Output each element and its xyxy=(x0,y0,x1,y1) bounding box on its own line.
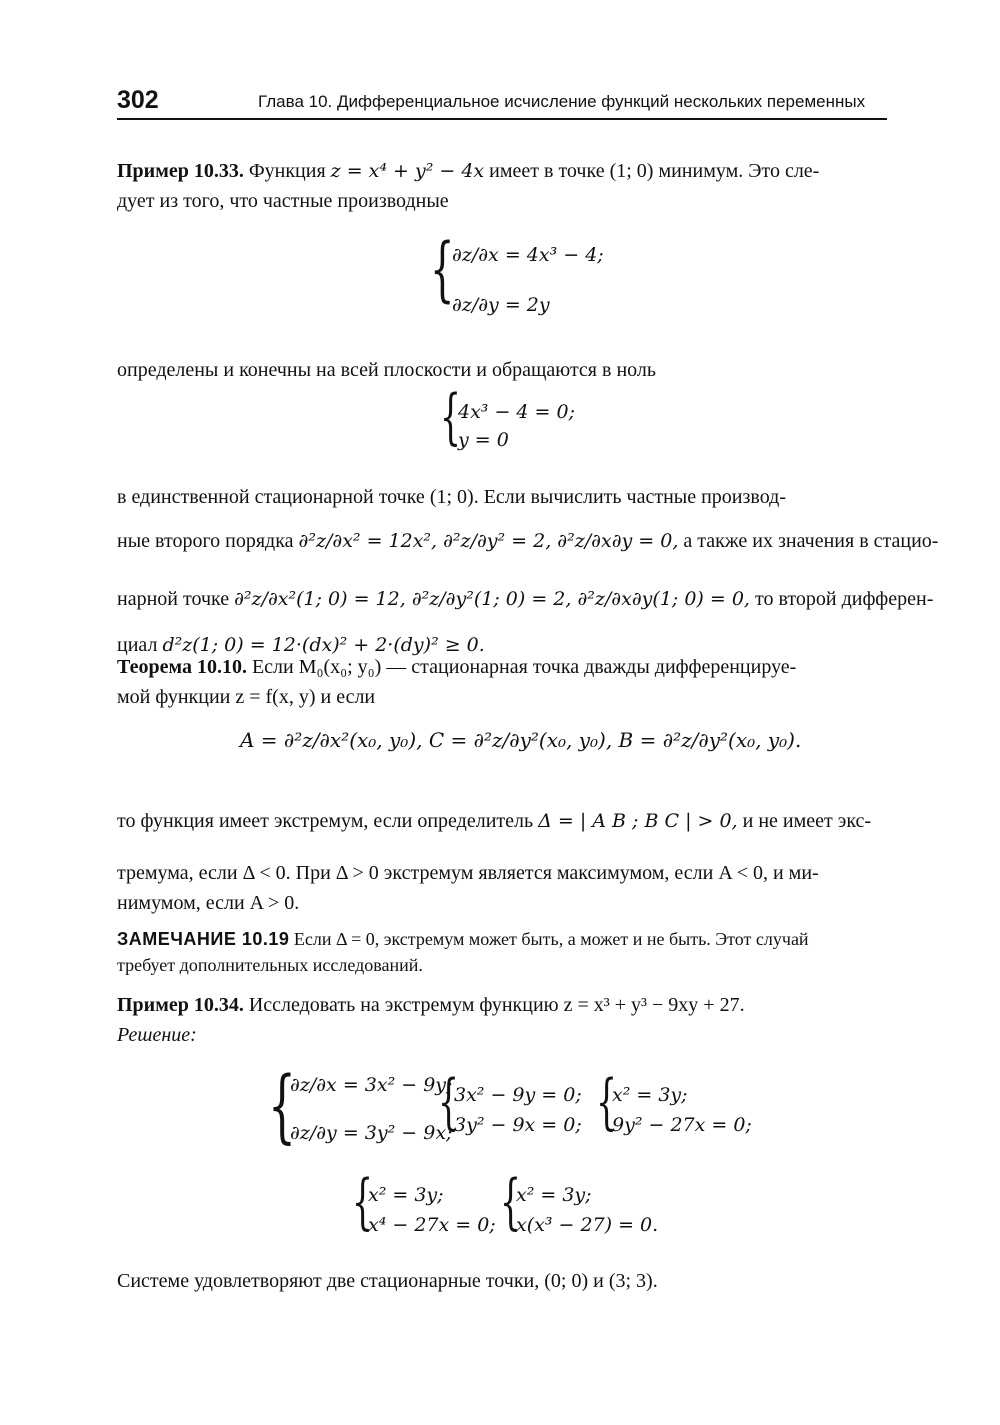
para-line-3-start: нарной точке xyxy=(117,588,230,610)
system-2-eq1: 4x³ − 4 = 0; xyxy=(458,401,575,423)
example-33-text: Функция xyxy=(248,160,326,182)
theorem-10-10 xyxy=(117,652,887,712)
example-33-paragraph xyxy=(117,482,939,660)
second-derivatives: ∂²z/∂x² = 12x², ∂²z/∂y² = 2, ∂²z/∂x∂y = 0, xyxy=(298,530,679,552)
running-title: Глава 10. Дифференциальное исчисление функций нескольких переменных xyxy=(258,92,866,111)
remark-10-19 xyxy=(117,926,887,978)
brace-left: { xyxy=(352,1167,374,1237)
para-line-1: в единственной стационарной точке (1; 0). Если вычислить частные производ- xyxy=(117,486,786,508)
solution-label: Решение: xyxy=(117,1024,197,1046)
para-line-3-end: то второй дифферен- xyxy=(754,588,934,610)
system-a-eq2: ∂z/∂y = 3y² − 9x; xyxy=(290,1122,453,1144)
theorem-line-3-start: то функция имеет экстремум, если определитель xyxy=(117,810,534,832)
theorem-conditions xyxy=(117,806,887,918)
theorem-line-3-end: и не имеет экс- xyxy=(742,810,872,832)
conclusion: Системе удовлетворяют две стационарные точки, (0; 0) и (3; 3). xyxy=(117,1270,658,1292)
system-a xyxy=(268,1059,453,1170)
derivative-values: ∂²z/∂x²(1; 0) = 12, ∂²z/∂y²(1; 0) = 2, ∂²z/∂x∂y(1; 0) = 0, xyxy=(234,588,750,610)
example-33-function: z = x⁴ + y² − 4x xyxy=(330,160,485,182)
system-d-eq1: x² = 3y; xyxy=(368,1184,444,1206)
system-c-eq2: 9y² − 27x = 0; xyxy=(612,1114,752,1136)
page-number: 302 xyxy=(117,86,159,114)
theorem-line-4: тремума, если Δ < 0. При Δ > 0 экстремум является максимумом, если A < 0, и ми- xyxy=(117,862,819,884)
brace-left: { xyxy=(596,1067,618,1137)
theorem-label: Теорема 10.10. xyxy=(117,656,247,678)
system-c xyxy=(596,1067,766,1150)
system-b xyxy=(438,1067,598,1150)
brace-left: { xyxy=(440,382,462,452)
brace-left: { xyxy=(438,1067,460,1137)
system-1-eq2: ∂z/∂y = 2y xyxy=(452,294,550,316)
system-2-eq2: y = 0 xyxy=(458,429,509,451)
example-33-intro xyxy=(117,156,887,216)
para-line-2-start: ные второго порядка xyxy=(117,530,294,552)
example-34-label: Пример 10.34. xyxy=(117,994,244,1016)
theorem-formula: A = ∂²z/∂x²(x₀, y₀), C = ∂²z/∂y²(x₀, y₀), B = ∂²z/∂y²(x₀, y₀). xyxy=(240,728,802,752)
header-rule xyxy=(117,118,887,120)
system-e-eq1: x² = 3y; xyxy=(516,1184,592,1206)
example-33-line2: дует из того, что частные производные xyxy=(117,190,449,212)
system-e-eq2: x(x³ − 27) = 0. xyxy=(516,1214,659,1236)
remark-label: ЗАМЕЧАНИЕ 10.19 xyxy=(117,929,290,949)
brace-left: { xyxy=(430,228,455,310)
system-d-eq2: x⁴ − 27x = 0; xyxy=(368,1214,496,1236)
para-line-2-end: а также их значения в стацио- xyxy=(683,530,939,552)
theorem-line-5: нимумом, если A > 0. xyxy=(117,892,300,914)
system-c-eq1: x² = 3y; xyxy=(612,1084,688,1106)
para-line-4-start: циал xyxy=(117,634,158,656)
system-b-eq2: 3y² − 9x = 0; xyxy=(454,1114,582,1136)
system-1-eq1: ∂z/∂x = 4x³ − 4; xyxy=(452,244,604,266)
determinant: Δ = | A B ; B C | > 0, xyxy=(538,810,738,832)
system-b-eq1: 3x² − 9y = 0; xyxy=(454,1084,582,1106)
system-e xyxy=(500,1167,670,1250)
system-a-eq1: ∂z/∂x = 3x² − 9y; xyxy=(290,1074,453,1096)
brace-left: { xyxy=(500,1167,522,1237)
example-33-text-rest: имеет в точке (1; 0) минимум. Это сле- xyxy=(489,160,820,182)
theorem-line-1: Если M₀(x₀; y₀) — стационарная точка дважды дифференцируе- xyxy=(251,656,797,678)
example-33-label: Пример 10.33. xyxy=(117,160,244,182)
remark-line-1: Если Δ = 0, экстремум может быть, а может и не быть. Этот случай xyxy=(293,929,809,949)
example-34 xyxy=(117,990,887,1050)
system-d xyxy=(352,1167,502,1250)
text-after-system-1: определены и конечны на всей плоскости и обращаются в ноль xyxy=(117,359,656,381)
remark-line-2: требует дополнительных исследований. xyxy=(117,955,423,975)
example-34-task: Исследовать на экстремум функцию z = x³ + y³ − 9xy + 27. xyxy=(248,994,745,1016)
brace-left: { xyxy=(268,1059,296,1152)
theorem-line-2: мой функции z = f(x, y) и если xyxy=(117,686,376,708)
second-differential: d²z(1; 0) = 12·(dx)² + 2·(dy)² ≥ 0. xyxy=(162,634,485,656)
